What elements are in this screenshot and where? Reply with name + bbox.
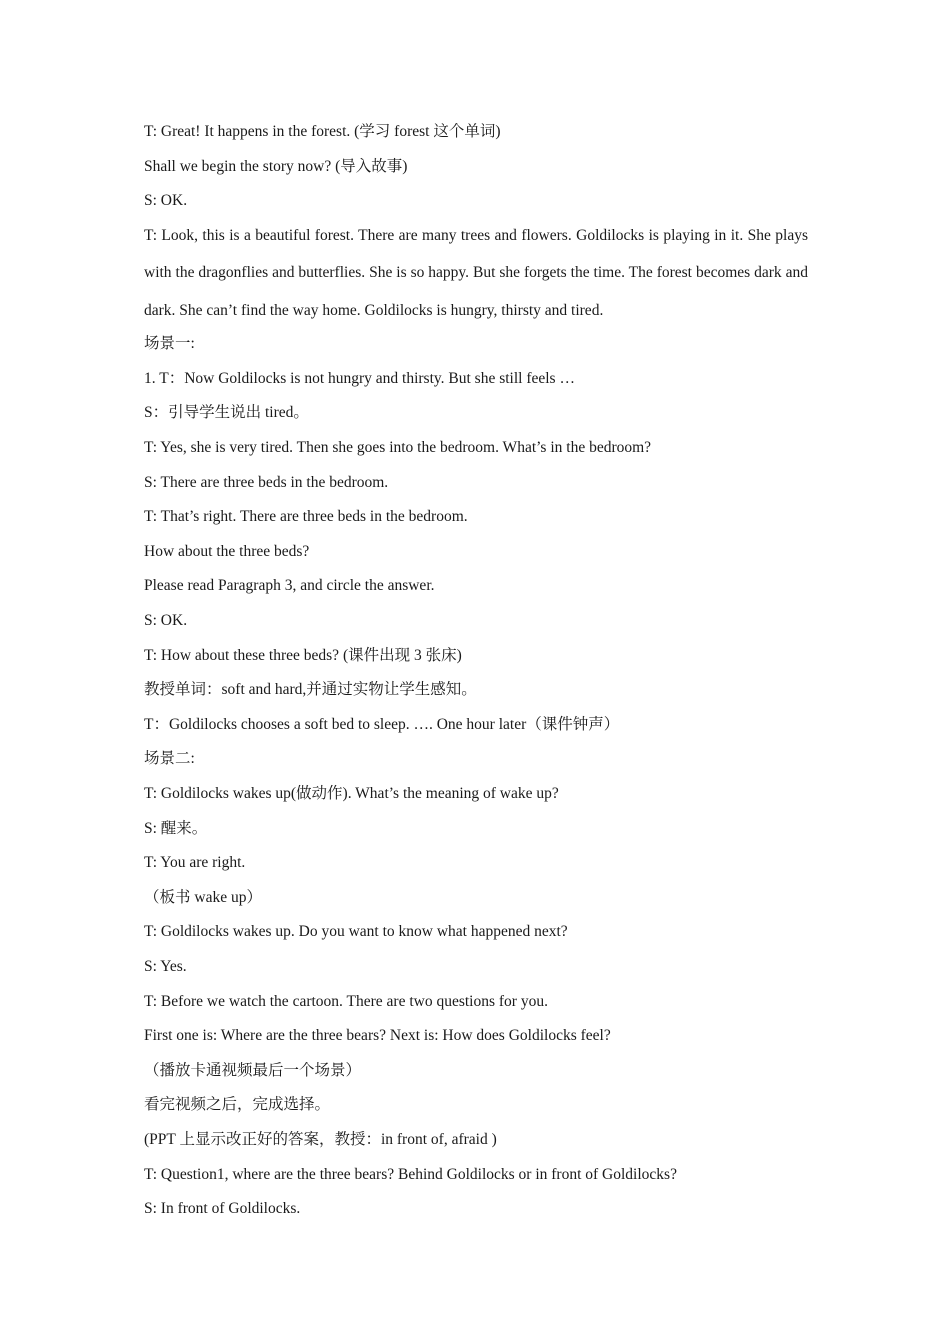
text-line: 看完视频之后，完成选择。 bbox=[144, 1096, 331, 1114]
scene-heading: 场景二: bbox=[144, 750, 195, 768]
text-line: (PPT 上显示改正好的答案，教授：in front of, afraid ) bbox=[144, 1130, 497, 1148]
text-line: S: OK. bbox=[144, 612, 188, 630]
text-line: T: Question1, where are the three bears? Behind Goldilocks or in front of Goldilocks? bbox=[144, 1165, 677, 1183]
text-line: 1. T：Now Goldilocks is not hungry and thirsty. But she still feels … bbox=[144, 369, 575, 387]
text-line: S: There are three beds in the bedroom. bbox=[144, 473, 389, 491]
text-line: T: Yes, she is very tired. Then she goes into the bedroom. What’s in the bedroom? bbox=[144, 439, 652, 457]
text-line: S: Yes. bbox=[144, 957, 187, 975]
text-line: How about the three beds? bbox=[144, 542, 310, 560]
text-line: S: 醒来。 bbox=[144, 819, 208, 837]
text-line: First one is: Where are the three bears? Next is: How does Goldilocks feel? bbox=[144, 1027, 611, 1045]
text-line: T: You are right. bbox=[144, 854, 246, 872]
text-line: T: Goldilocks wakes up(做动作). What’s the meaning of wake up? bbox=[144, 785, 559, 802]
text-line: T: That’s right. There are three beds in the bedroom. bbox=[144, 508, 468, 526]
text-line: Shall we begin the story now? (导入故事) bbox=[144, 157, 408, 175]
text-line: T: Goldilocks wakes up. Do you want to know what happened next? bbox=[144, 923, 568, 941]
text-line: （播放卡通视频最后一个场景） bbox=[144, 1061, 362, 1079]
text-line: T：Goldilocks chooses a soft bed to sleep. …. One hour later（课件钟声） bbox=[144, 715, 620, 733]
text-line: T: Before we watch the cartoon. There are two questions for you. bbox=[144, 992, 548, 1010]
text-line: 教授单词：soft and hard,并通过实物让学生感知。 bbox=[144, 681, 477, 699]
text-line: T: How about these three beds? (课件出现 3 张床) bbox=[144, 646, 462, 664]
text-line: Please read Paragraph 3, and circle the answer. bbox=[144, 577, 435, 595]
text-line: S: OK. bbox=[144, 192, 188, 210]
text-line: T: Great! It happens in the forest. (学习 forest 这个单词) bbox=[144, 123, 501, 140]
text-line: S: In front of Goldilocks. bbox=[144, 1200, 301, 1218]
text-line: S：引导学生说出 tired。 bbox=[144, 404, 309, 422]
text-line: （板书 wake up） bbox=[144, 888, 262, 906]
scene-heading: 场景一: bbox=[144, 335, 195, 353]
document-body bbox=[144, 115, 808, 1227]
text-paragraph: T: Look, this is a beautiful forest. There are many trees and flowers. Goldilocks is playing in it. She plays with the dragonflies and butterflies. She is so happy. But she forgets the time. The forest becomes dark and dark. She can’t find the way home. Goldilocks is hungry, thirsty and tired. bbox=[144, 226, 808, 319]
